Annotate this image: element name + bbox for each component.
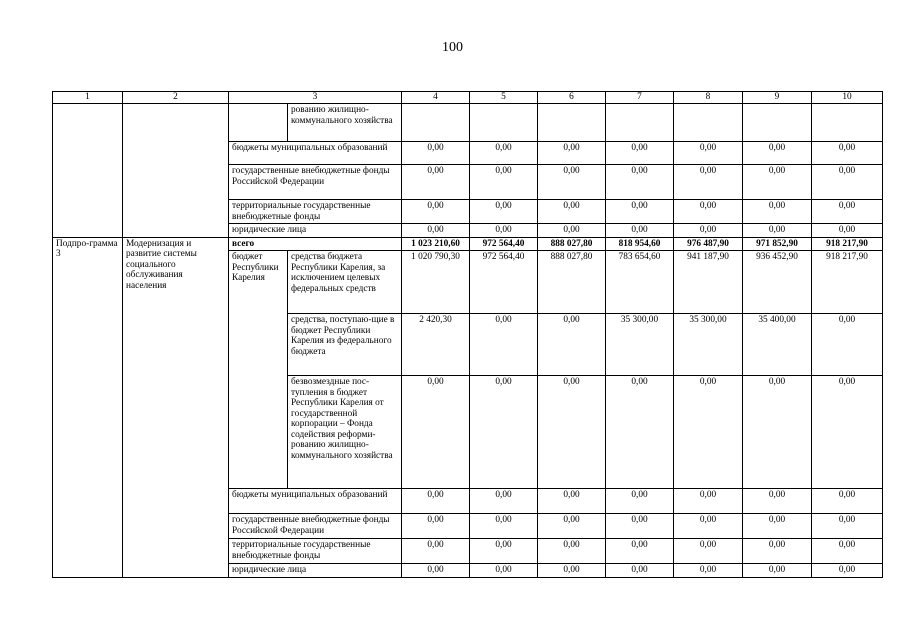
value-cell: 0,00 [402,514,470,539]
value-cell: 0,00 [674,489,743,514]
total-value: 888 027,80 [538,237,606,251]
value-cell: 0,00 [743,224,812,238]
value-cell: 0,00 [812,200,883,224]
table-row [53,237,883,251]
value-cell: 0,00 [402,224,470,238]
subprogram-code: Подпро-грамма 3 [53,237,123,577]
header-cell: 7 [606,92,674,104]
value-cell: 0,00 [538,539,606,564]
value-cell: 888 027,80 [538,251,606,314]
source-label: бюджеты муниципальных образований [229,489,402,514]
value-cell: 0,00 [470,224,538,238]
value-cell [538,104,606,142]
value-cell: 941 187,90 [674,251,743,314]
name-cell-empty [123,104,229,238]
subprogram-name: Модернизация и развитие системы социального обслуживания населения [123,237,229,577]
header-row [53,92,883,104]
value-cell: 35 300,00 [606,314,674,376]
code-cell-empty [53,104,123,238]
value-cell: 2 420,30 [402,314,470,376]
total-value: 918 217,90 [812,237,883,251]
value-cell: 0,00 [402,142,470,165]
value-cell: 0,00 [470,165,538,200]
value-cell: 0,00 [812,564,883,578]
total-value: 1 023 210,60 [402,237,470,251]
value-cell: 0,00 [674,165,743,200]
header-cell: 9 [743,92,812,104]
value-cell: 0,00 [743,165,812,200]
total-value: 818 954,60 [606,237,674,251]
value-cell: 0,00 [470,489,538,514]
header-cell: 4 [402,92,470,104]
value-cell: 0,00 [606,200,674,224]
total-value: 976 487,90 [674,237,743,251]
source-label: безвозмездные пос-тупления в бюджет Республики Карелия от государственной корпорации – Фонда содействия реформи-рованию жилищно-коммунального хозяйства [288,376,402,489]
header-cell: 1 [53,92,123,104]
header-cell: 10 [812,92,883,104]
value-cell: 35 300,00 [674,314,743,376]
value-cell: 0,00 [470,314,538,376]
value-cell: 0,00 [470,564,538,578]
value-cell: 0,00 [470,142,538,165]
value-cell: 0,00 [674,514,743,539]
value-cell: 0,00 [606,539,674,564]
value-cell: 0,00 [402,489,470,514]
total-label: всего [229,237,402,251]
source-label: государственные внебюджетные фонды Российской Федерации [229,165,402,200]
value-cell: 0,00 [606,165,674,200]
value-cell: 0,00 [470,376,538,489]
value-cell: 0,00 [812,514,883,539]
value-cell: 0,00 [812,489,883,514]
header-cell: 5 [470,92,538,104]
value-cell: 0,00 [812,539,883,564]
value-cell: 1 020 790,30 [402,251,470,314]
value-cell [743,104,812,142]
value-cell: 0,00 [812,142,883,165]
value-cell: 972 564,40 [470,251,538,314]
value-cell: 0,00 [402,165,470,200]
value-cell: 0,00 [606,564,674,578]
value-cell: 0,00 [674,142,743,165]
source-label: бюджеты муниципальных образований [229,142,402,165]
source-cell-empty [229,104,288,142]
value-cell [402,104,470,142]
page-number: 100 [442,40,463,55]
header-cell: 3 [229,92,402,104]
value-cell: 0,00 [402,564,470,578]
value-cell: 0,00 [538,489,606,514]
total-value: 972 564,40 [470,237,538,251]
rk-budget-label: бюджет Республики Карелия [229,251,288,489]
value-cell: 0,00 [674,539,743,564]
value-cell: 0,00 [402,376,470,489]
value-cell: 0,00 [402,200,470,224]
value-cell: 918 217,90 [812,251,883,314]
source-label: юридические лица [229,564,402,578]
value-cell: 0,00 [606,224,674,238]
value-cell [674,104,743,142]
value-cell: 0,00 [743,376,812,489]
table-row [53,104,883,142]
value-cell: 0,00 [606,489,674,514]
value-cell: 0,00 [606,514,674,539]
value-cell: 0,00 [538,314,606,376]
value-cell: 0,00 [606,376,674,489]
value-cell: 0,00 [538,200,606,224]
value-cell: 0,00 [812,165,883,200]
value-cell: 0,00 [743,539,812,564]
source-label: средства бюджета Республики Карелия, за исключением целевых федеральных средств [288,251,402,314]
value-cell: 0,00 [470,539,538,564]
value-cell: 0,00 [674,376,743,489]
value-cell [812,104,883,142]
source-label: рованию жилищно-коммунального хозяйства [288,104,402,142]
value-cell: 783 654,60 [606,251,674,314]
source-label: средства, поступаю-щие в бюджет Республики Карелия из федерального бюджета [288,314,402,376]
budget-table [52,91,883,578]
source-label: территориальные государственные внебюджетные фонды [229,200,402,224]
value-cell [470,104,538,142]
source-label: государственные внебюджетные фонды Российской Федерации [229,514,402,539]
value-cell: 0,00 [743,142,812,165]
value-cell: 0,00 [470,200,538,224]
header-cell: 8 [674,92,743,104]
value-cell: 0,00 [606,142,674,165]
header-cell: 6 [538,92,606,104]
value-cell: 0,00 [538,376,606,489]
value-cell: 0,00 [538,564,606,578]
header-cell: 2 [123,92,229,104]
value-cell: 0,00 [538,142,606,165]
value-cell: 0,00 [538,514,606,539]
value-cell: 0,00 [470,514,538,539]
value-cell: 0,00 [674,224,743,238]
value-cell [606,104,674,142]
source-label: юридические лица [229,224,402,238]
value-cell: 0,00 [812,376,883,489]
total-value: 971 852,90 [743,237,812,251]
value-cell: 0,00 [674,200,743,224]
value-cell: 936 452,90 [743,251,812,314]
value-cell: 0,00 [743,489,812,514]
value-cell: 0,00 [812,314,883,376]
value-cell: 35 400,00 [743,314,812,376]
value-cell: 0,00 [538,224,606,238]
value-cell: 0,00 [538,165,606,200]
source-label: территориальные государственные внебюджетные фонды [229,539,402,564]
value-cell: 0,00 [743,564,812,578]
value-cell: 0,00 [743,200,812,224]
value-cell: 0,00 [402,539,470,564]
value-cell: 0,00 [812,224,883,238]
value-cell: 0,00 [674,564,743,578]
value-cell: 0,00 [743,514,812,539]
